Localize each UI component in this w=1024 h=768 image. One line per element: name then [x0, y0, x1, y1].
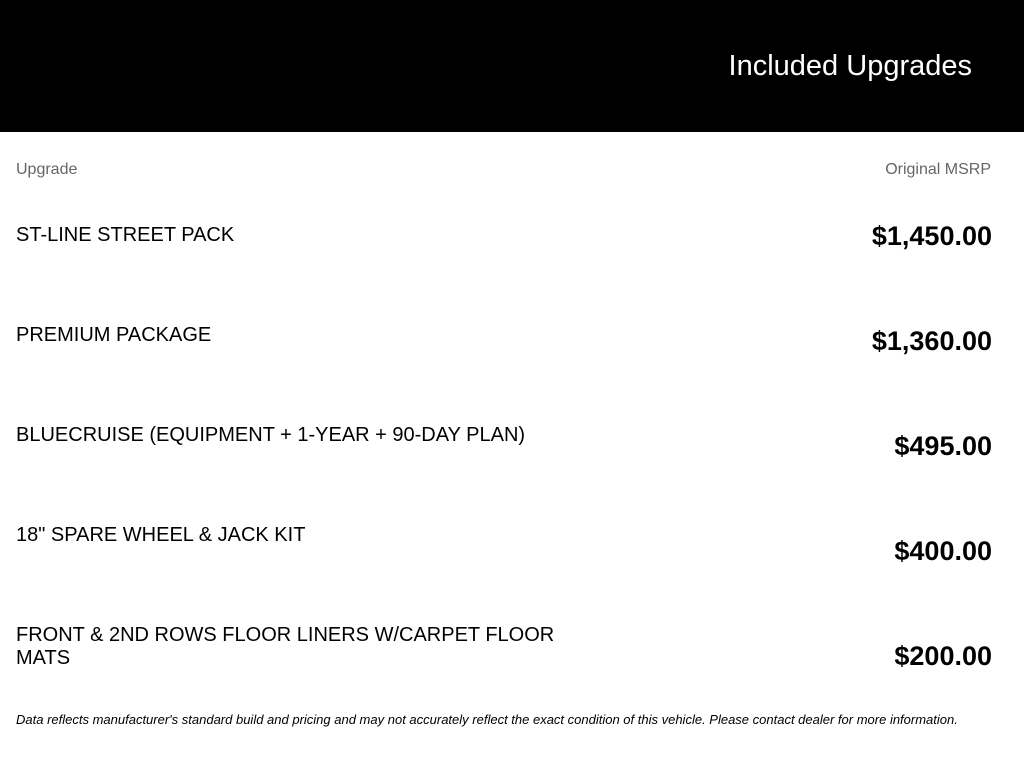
upgrade-name: ST-LINE STREET PACK: [16, 224, 235, 246]
upgrade-price: $1,360.00: [871, 326, 992, 356]
upgrade-name: BLUECRUISE (EQUIPMENT + 1-YEAR + 90-DAY PLAN): [16, 424, 526, 446]
upgrade-name: FRONT & 2ND ROWS FLOOR LINERS W/CARPET FLOOR MATS: [16, 624, 555, 669]
disclaimer-footnote: Data reflects manufacturer's standard build and pricing and may not accurately reflect the exact condition of this vehicle. Please contact dealer for more information.: [16, 712, 958, 727]
header-banner: [0, 0, 1024, 132]
page-title: Included Upgrades: [728, 50, 972, 82]
upgrade-price: $495.00: [894, 431, 992, 461]
upgrade-name: 18" SPARE WHEEL & JACK KIT: [16, 524, 306, 546]
upgrade-price: $400.00: [894, 536, 992, 566]
upgrade-price: $1,450.00: [871, 221, 992, 251]
upgrade-name: PREMIUM PACKAGE: [16, 324, 212, 346]
column-header-upgrade: Upgrade: [16, 161, 78, 178]
upgrade-price: $200.00: [894, 641, 992, 671]
column-header-msrp: Original MSRP: [885, 161, 991, 178]
